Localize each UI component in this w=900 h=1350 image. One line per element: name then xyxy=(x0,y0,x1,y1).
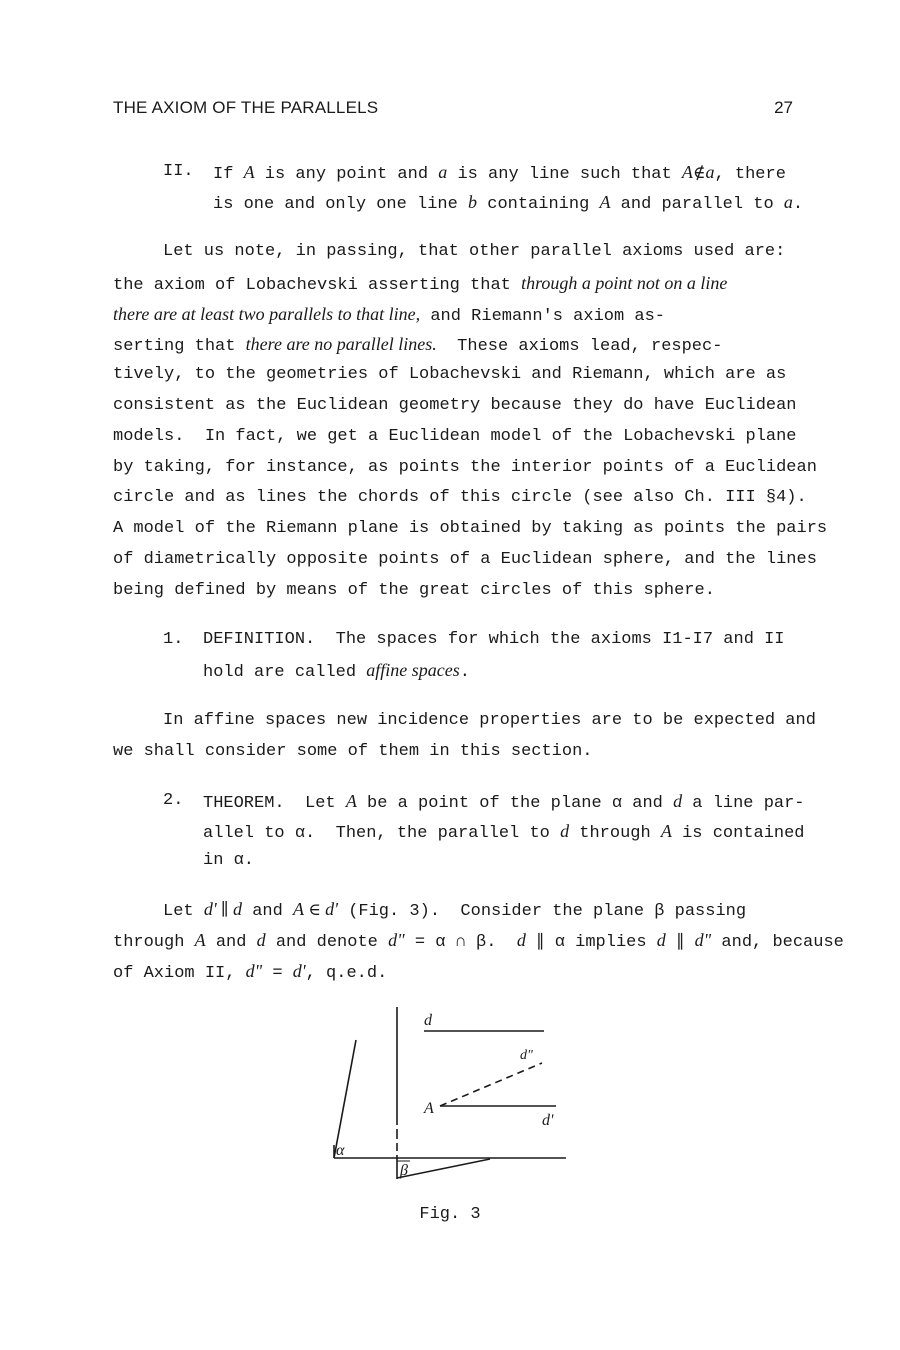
theorem-label: 2. xyxy=(163,791,184,810)
axiom-label: II. xyxy=(163,162,194,181)
figure-3-diagram xyxy=(320,1005,580,1185)
axiom-line-1: If A is any point and a is any line such that A∉a, there xyxy=(213,162,786,184)
alpha-slanted-line xyxy=(334,1040,356,1158)
label-d-prime: d' xyxy=(542,1112,554,1129)
definition-label: 1. xyxy=(163,630,184,649)
label-A: A xyxy=(424,1100,434,1117)
label-beta: β xyxy=(400,1162,408,1179)
label-alpha: α xyxy=(336,1142,345,1159)
proof-paragraph: Let d' ∥ d and A ∈ d' (Fig. 3). Consider the plane β passing through A and d and denote d" = α ∩ β. d ∥ α implies d ∥ d" and, because of Axiom II, d" = d', q.e.d. xyxy=(113,899,844,983)
paragraph-affine: In affine spaces new incidence properties are to be expected and we shall consider some of them in this section. xyxy=(113,711,816,761)
label-d: d xyxy=(424,1012,432,1029)
figure-caption: Fig. 3 xyxy=(419,1205,481,1224)
running-header xyxy=(113,98,793,124)
axiom-line-2: is one and only one line b containing A and parallel to a. xyxy=(213,192,804,214)
beta-slanted-line xyxy=(397,1159,490,1178)
page-number: 27 xyxy=(774,98,793,117)
running-title: THE AXIOM OF THE PARALLELS xyxy=(113,98,379,117)
label-d-double-prime: d" xyxy=(520,1048,533,1063)
line-d-double-prime xyxy=(440,1063,542,1106)
paragraph-parallel-axioms: Let us note, in passing, that other parallel axioms used are: the axiom of Lobachevski asserting that through a point not on a line there are at least two parallels to that line, and Riemann's axiom as- serting that there are no parallel lines. These axioms lead, respec- tively, to the geometries of Lobachevski and Riemann, which are as consistent as the Euclidean geometry because they do have Euclidean models. In fact, we get a Euclidean model of the Lobachevski plane by taking, for instance, as points the interior points of a Euclidean circle and as lines the chords of this circle (see also Ch. III §4). A model of the Riemann plane is obtained by taking as points the pairs of diametrically opposite points of a Euclidean sphere, and the lines being defined by means of the great circles of this sphere. xyxy=(113,242,828,600)
